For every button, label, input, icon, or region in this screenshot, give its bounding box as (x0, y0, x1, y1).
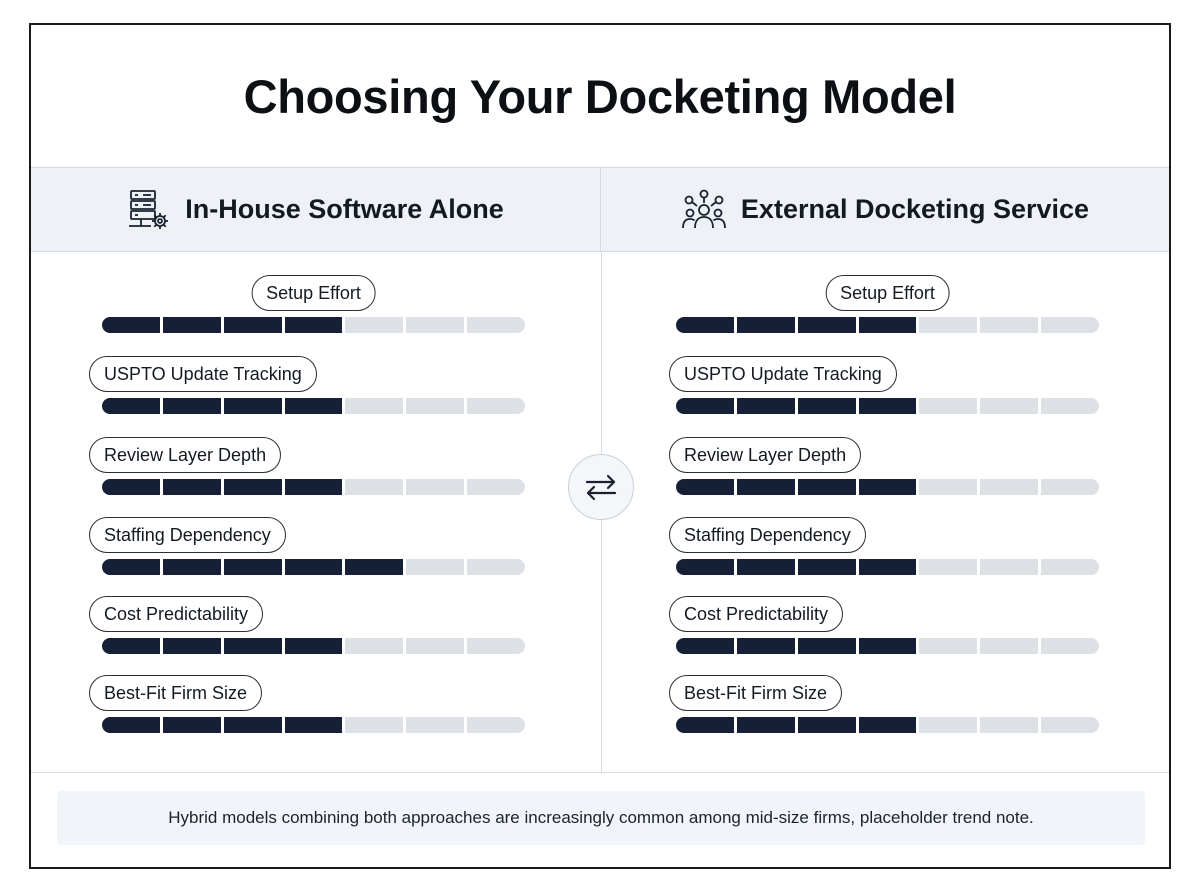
bar-segment-empty (345, 398, 403, 414)
bar-segment-filled (285, 479, 343, 495)
bar-segment-filled (224, 398, 282, 414)
bar-segment-empty (1041, 638, 1099, 654)
bar-segment-empty (980, 479, 1038, 495)
bar-segment-filled (859, 479, 917, 495)
bar-segment-empty (406, 317, 464, 333)
left-metric-label: USPTO Update Tracking (89, 356, 317, 392)
bar-segment-filled (859, 638, 917, 654)
left-metric-label: Staffing Dependency (89, 517, 286, 553)
bar-segment-empty (980, 317, 1038, 333)
server-gear-icon (127, 188, 171, 232)
bar-segment-filled (859, 398, 917, 414)
bar-segment-empty (467, 479, 525, 495)
bar-segment-filled (224, 317, 282, 333)
right-metric-label: Cost Predictability (669, 596, 843, 632)
left-metric-label: Review Layer Depth (89, 437, 281, 473)
bar-segment-empty (467, 717, 525, 733)
bar-segment-filled (224, 717, 282, 733)
bottom-divider (31, 772, 1169, 773)
bar-segment-filled (102, 559, 160, 575)
bar-segment-empty (919, 317, 977, 333)
right-metric-bar (676, 717, 1099, 733)
left-metric-bar (102, 559, 525, 575)
infographic-frame (29, 23, 1171, 869)
left-metric-bar (102, 317, 525, 333)
right-metric-bar (676, 559, 1099, 575)
bar-segment-filled (224, 638, 282, 654)
bar-segment-filled (676, 398, 734, 414)
bar-segment-empty (919, 398, 977, 414)
swap-button[interactable] (568, 454, 634, 520)
bar-segment-filled (345, 559, 403, 575)
left-metric-bar (102, 717, 525, 733)
trend-note: Hybrid models combining both approaches are increasingly common among mid-size firms, placeholder trend note. (57, 791, 1145, 845)
bar-segment-filled (798, 479, 856, 495)
bar-segment-empty (980, 559, 1038, 575)
bar-segment-filled (163, 559, 221, 575)
bar-segment-filled (676, 479, 734, 495)
team-network-icon (681, 188, 727, 232)
bar-segment-empty (1041, 317, 1099, 333)
bar-segment-empty (919, 479, 977, 495)
bar-segment-empty (467, 317, 525, 333)
bar-segment-empty (406, 638, 464, 654)
bar-segment-empty (919, 717, 977, 733)
bar-segment-empty (1041, 479, 1099, 495)
bar-segment-filled (285, 559, 343, 575)
bar-segment-filled (676, 317, 734, 333)
right-metric-bar (676, 398, 1099, 414)
left-metric-bar (102, 479, 525, 495)
bar-segment-empty (406, 398, 464, 414)
bar-segment-filled (102, 638, 160, 654)
right-metric-label: USPTO Update Tracking (669, 356, 897, 392)
bar-segment-empty (1041, 398, 1099, 414)
bar-segment-filled (285, 317, 343, 333)
bar-segment-filled (285, 398, 343, 414)
bar-segment-filled (859, 317, 917, 333)
bar-segment-filled (102, 317, 160, 333)
right-metric-bar (676, 317, 1099, 333)
bar-segment-empty (467, 559, 525, 575)
bar-segment-filled (163, 638, 221, 654)
bar-segment-filled (737, 717, 795, 733)
right-metric-label: Best-Fit Firm Size (669, 675, 842, 711)
bar-segment-empty (980, 717, 1038, 733)
left-metric-label: Setup Effort (251, 275, 376, 311)
left-metric-label: Best-Fit Firm Size (89, 675, 262, 711)
bar-segment-empty (345, 717, 403, 733)
right-metric-bar (676, 479, 1099, 495)
right-metric-label: Setup Effort (825, 275, 950, 311)
right-metric-label: Review Layer Depth (669, 437, 861, 473)
bar-segment-filled (859, 717, 917, 733)
right-metric-bar (676, 638, 1099, 654)
bar-segment-empty (919, 559, 977, 575)
left-metric-bar (102, 638, 525, 654)
bar-segment-empty (406, 717, 464, 733)
bar-segment-empty (980, 398, 1038, 414)
bar-segment-empty (1041, 559, 1099, 575)
bar-segment-empty (406, 559, 464, 575)
bar-segment-filled (798, 398, 856, 414)
swap-arrows-icon (584, 473, 618, 501)
bar-segment-filled (285, 638, 343, 654)
left-metric-label: Cost Predictability (89, 596, 263, 632)
left-panel-heading: In-House Software Alone (185, 194, 504, 224)
bar-segment-filled (798, 317, 856, 333)
bar-segment-filled (224, 479, 282, 495)
bar-segment-filled (737, 479, 795, 495)
bar-segment-filled (224, 559, 282, 575)
right-panel-header (601, 168, 1169, 252)
bar-segment-filled (163, 479, 221, 495)
bar-segment-empty (345, 317, 403, 333)
bar-segment-filled (676, 559, 734, 575)
bar-segment-filled (676, 717, 734, 733)
bar-segment-filled (285, 717, 343, 733)
left-panel-header (31, 168, 601, 252)
bar-segment-empty (406, 479, 464, 495)
bar-segment-empty (919, 638, 977, 654)
bar-segment-empty (345, 479, 403, 495)
right-panel-heading: External Docketing Service (740, 194, 1090, 224)
bar-segment-empty (1041, 717, 1099, 733)
bar-segment-filled (163, 317, 221, 333)
page-title: Choosing Your Docketing Model (31, 25, 1169, 168)
bar-segment-filled (737, 638, 795, 654)
bar-segment-filled (798, 717, 856, 733)
bar-segment-filled (102, 479, 160, 495)
bar-segment-empty (467, 638, 525, 654)
bar-segment-filled (102, 717, 160, 733)
bar-segment-filled (163, 717, 221, 733)
bar-segment-filled (859, 559, 917, 575)
bar-segment-filled (102, 398, 160, 414)
bar-segment-filled (737, 398, 795, 414)
bar-segment-filled (676, 638, 734, 654)
bar-segment-filled (798, 559, 856, 575)
bar-segment-empty (467, 398, 525, 414)
bar-segment-filled (798, 638, 856, 654)
bar-segment-filled (163, 398, 221, 414)
bar-segment-filled (737, 559, 795, 575)
left-metric-bar (102, 398, 525, 414)
right-metric-label: Staffing Dependency (669, 517, 866, 553)
bar-segment-empty (345, 638, 403, 654)
bar-segment-filled (737, 317, 795, 333)
bar-segment-empty (980, 638, 1038, 654)
